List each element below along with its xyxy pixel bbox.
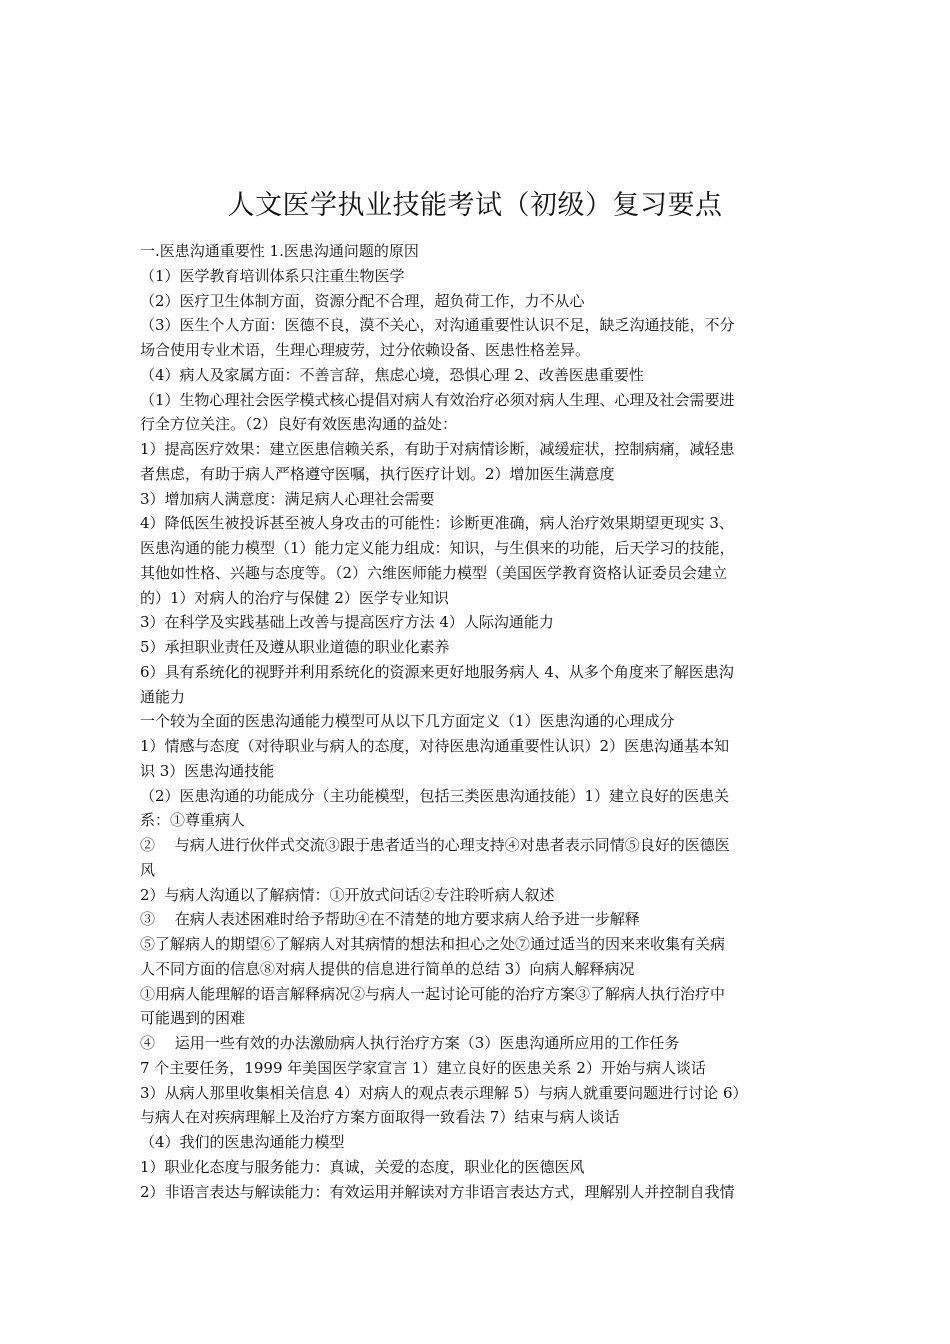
text-line: 的）1）对病人的治疗与保健 2）医学专业知识 [140, 588, 449, 607]
text-line: 其他如性格、兴趣与态度等。（2）六维医师能力模型（美国医学教育资格认证委员会建立 [140, 563, 728, 582]
text-line: ③ 在病人表述困难时给予帮助④在不清楚的地方要求病人给予进一步解释 [140, 910, 640, 929]
text-line: 6）具有系统化的视野并利用系统化的资源来更好地服务病人 4、从多个角度来了解医患沟 [140, 662, 734, 681]
text-line: 1）提高医疗效果：建立医患信赖关系，有助于对病情诊断，减缓症状，控制病痛，减轻患 [140, 440, 735, 458]
text-line: 4）降低医生被投诉甚至被人身攻击的可能性：诊断更准确，病人治疗效果期望更现实 3、 [140, 514, 734, 533]
text-line: 通能力 [140, 687, 186, 706]
text-line: 识 3）医患沟通技能 [140, 761, 275, 780]
text-line: （4）病人及家属方面：不善言辞，焦虑心境，恐惧心理 2、改善医患重要性 [140, 365, 644, 384]
document-body [140, 239, 820, 1204]
text-line: 7 个主要任务，1999 年美国医学家宣言 1）建立良好的医患关系 2）开始与病人谈话 [140, 1058, 706, 1077]
text-line: 行全方位关注。（2）良好有效医患沟通的益处： [140, 415, 458, 434]
text-line: 一个较为全面的医患沟通能力模型可从以下几方面定义（1）医患沟通的心理成分 [140, 712, 675, 731]
text-line: 5）承担职业责任及遵从职业道德的职业化素养 [140, 638, 450, 656]
text-line: （1）生物心理社会医学模式核心提倡对病人有效治疗必须对病人生理、心理及社会需要进 [140, 390, 735, 409]
text-line: ② 与病人进行伙伴式交流③跟于患者适当的心理支持④对患者表示同情⑤良好的医德医 [140, 836, 730, 854]
text-line: ①用病人能理解的语言解释病况②与病人一起讨论可能的治疗方案③了解病人执行治疗中 [140, 984, 726, 1003]
text-line: 医患沟通的能力模型（1）能力定义能力组成：知识，与生俱来的功能，后天学习的技能， [140, 539, 735, 557]
text-line: 3）从病人那里收集相关信息 4）对病人的观点表示理解 5）与病人就重要问题进行讨论 6） [140, 1083, 748, 1102]
text-line: 者焦虑，有助于病人严格遵守医嘱，执行医疗计划。2）增加医生满意度 [140, 464, 615, 483]
text-line: 人不同方面的信息⑧对病人提供的信息进行简单的总结 3）向病人解释病况 [140, 959, 635, 978]
text-line: 3）在科学及实践基础上改善与提高医疗方法 4）人际沟通能力 [140, 613, 554, 632]
text-line: 2）非语言表达与解读能力：有效运用并解读对方非语言表达方式，理解别人并控制自我情 [140, 1182, 735, 1201]
text-line: ⑤了解病人的期望⑥了解病人对其病情的想法和担心之处⑦通过适当的因来来收集有关病 [140, 935, 726, 953]
text-line: （1）医学教育培训体系只注重生物医学 [140, 266, 405, 285]
text-line: 1）职业化态度与服务能力：真诚，关爱的态度，职业化的医德医风 [140, 1157, 585, 1176]
text-line: 2）与病人沟通以了解病情：①开放式问话②专注聆听病人叙述 [140, 885, 555, 904]
text-line: 3）增加病人满意度：满足病人心理社会需要 [140, 489, 435, 508]
text-line: 可能遇到的困难 [140, 1009, 246, 1028]
document-title: 人文医学执业技能考试（初级）复习要点 [227, 190, 723, 221]
text-line: 风 [140, 860, 156, 879]
text-line: 一.医患沟通重要性 1.医患沟通问题的原因 [140, 242, 419, 260]
text-line: 场合使用专业术语，生理心理疲劳，过分依赖设备、医患性格差异。 [140, 341, 591, 359]
text-line: 与病人在对疾病理解上及治疗方案方面取得一致看法 7）结束与病人谈话 [140, 1108, 620, 1127]
text-line: （4）我们的医患沟通能力模型 [140, 1133, 345, 1151]
text-line: 1）情感与态度（对待职业与病人的态度，对待医患沟通重要性认识）2）医患沟通基本知 [140, 737, 730, 755]
text-line: （2）医患沟通的功能成分（主功能模型，包括三类医患沟通技能）1）建立良好的医患关 [140, 786, 730, 805]
text-line: （3）医生个人方面：医德不良，漠不关心，对沟通重要性认识不足，缺乏沟通技能，不分 [140, 316, 735, 335]
text-line: （2）医疗卫生体制方面，资源分配不合理，超负荷工作，力不从心 [140, 291, 585, 310]
text-line: 系：①尊重病人 [140, 811, 246, 830]
text-line: ④ 运用一些有效的办法激励病人执行治疗方案（3）医患沟通所应用的工作任务 [140, 1034, 680, 1052]
